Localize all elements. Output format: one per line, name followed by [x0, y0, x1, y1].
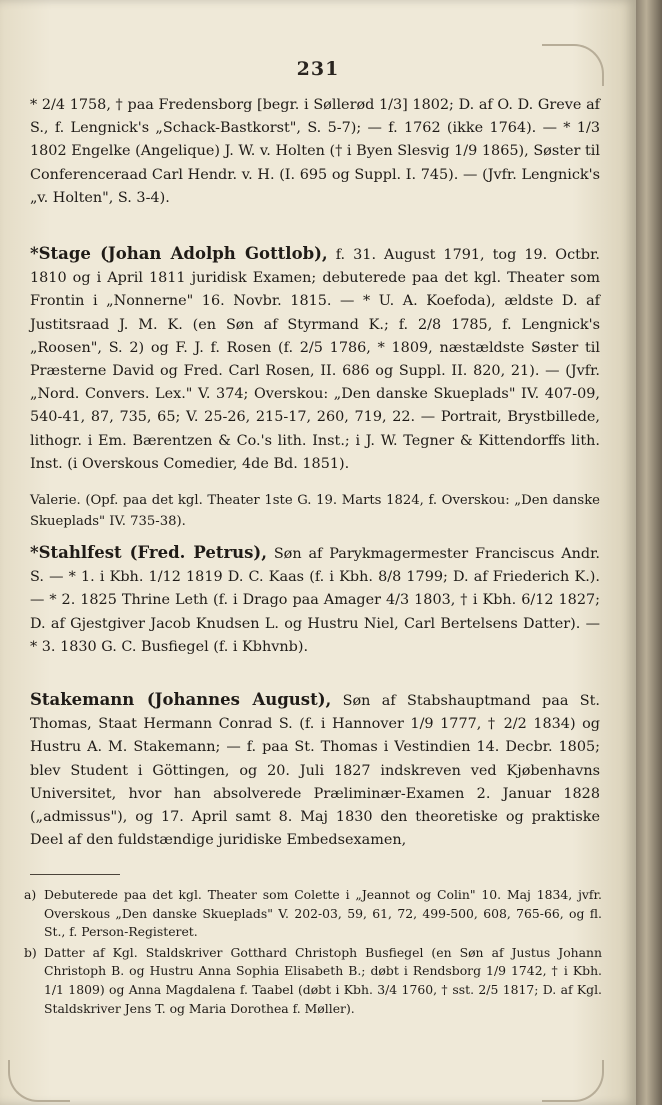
page-number: 231 — [296, 58, 340, 80]
corner-mark — [8, 1060, 70, 1102]
paragraph: * 2/4 1758, † paa Fredensborg [begr. i Søllerød 1/3] 1802; D. af O. D. Greve af S., f. Lengnick's „Schack-Bastkorst", S. 5-7); — f. 1762 (ikke 1764). — * 1/3 1802 Engelke (Angelique) J. W. v. Holten († i Byen Slesvig 1/9 1865), Søster til Conferenceraad Carl Hendr. v. H. (I. 695 og Suppl. I. 745). — (Jvfr. Lengnick's „v. Holten", S. 3-4). — [30, 97, 600, 206]
footnote-label: b) — [24, 944, 37, 960]
paragraph — [30, 688, 600, 852]
paragraph — [30, 541, 600, 659]
paragraph — [30, 242, 600, 476]
footnote-text: Debuterede paa det kgl. Theater som Colette i „Jeannot og Colin" 10. Maj 1834, jvfr. Overskous „Den danske Skueplads" V. 202-03, 59, 61, 72, 499-500, 608, 765-66, og fl. St., f. Person-Registeret. — [44, 887, 602, 940]
page-edge — [636, 0, 662, 1105]
footnote-divider — [30, 874, 120, 875]
footnote-label: a) — [24, 887, 37, 902]
entry-heading: *Stage (Johan Adolph Gottlob), — [30, 244, 328, 263]
footnotes — [24, 886, 602, 1020]
footnote — [24, 886, 602, 942]
entry-stakemann — [30, 688, 600, 852]
corner-mark — [542, 1060, 604, 1102]
footnote-text: Datter af Kgl. Staldskriver Gotthard Christoph Busfiegel (en Søn af Justus Johann Christoph B. og Hustru Anna Sophia Elisabeth B.; døbt i Rendsborg 1/9 1742, † i Kbh. 1/1 1809) og Anna Magdalena f. Taabel (døbt i Kbh. 3/4 1760, † sst. 2/5 1817; D. af Kgl. Staldskriver Jens T. og Maria Dorothea f. Møller). — [44, 944, 602, 1016]
paragraph: Valerie. (Opf. paa det kgl. Theater 1ste G. 19. Marts 1824, f. Overskou: „Den danske Skueplads" IV. 735-38). — [30, 493, 600, 529]
entry-continuation — [30, 94, 600, 210]
footnote — [24, 944, 602, 1018]
entry-stage — [30, 242, 600, 476]
entry-body: Søn af Stabshauptmand paa St. Thomas, Staat Hermann Conrad S. (f. i Hannover 1/9 1777, † 2/2 1834) og Hustru A. M. Stakemann; — f. paa St. Thomas i Vestindien 14. Decbr. 1805; blev Student i Göttingen, og 20. Juli 1827 indskreven ved Kjøbenhavns Universitet, hvor han absolverede Præliminær-Examen 2. Januar 1828 („admissus"), og 17. April samt 8. Maj 1830 den theoretiske og praktiske Deel af den fuldstændige juridiske Embedsexamen, — [30, 693, 601, 849]
entry-body: f. 31. August 1791, tog 19. Octbr. 1810 og i April 1811 juridisk Examen; debuterede paa det kgl. Theater som Frontin i „Nonnerne" 16. Novbr. 1815. — * U. A. Koefoda), ældste D. af Justitsraad J. M. K. (en Søn af Styrmand K.; f. 2/8 1785, f. Lengnick's „Roosen", S. 2) og F. J. f. Rosen (f. 2/5 1786, * 1809, næstældste Søster til Præsterne David og Fred. Carl Rosen, II. 686 og Suppl. II. 820, 21). — (Jvfr. „Nord. Convers. Lex." V. 374; Overskou: „Den danske Skueplads" IV. 407-09, 540-41, 87, 735, 65; V. 25-26, 215-17, 260, 719, 22. — Portrait, Brystbillede, lithogr. i Em. Bærentzen & Co.'s lith. Inst.; i J. W. Tegner & Kittendorffs lith. Inst. (i Overskous Comedier, 4de Bd. 1851). — [30, 247, 600, 472]
entry-body: Søn af Parykmagermester Franciscus Andr. S. — * 1. i Kbh. 1/12 1819 D. C. Kaas (f. i Kbh. 8/8 1799; D. af Friederich K.). — * 2. 1825 Thrine Leth (f. i Drago paa Amager 4/3 1803, † i Kbh. 6/12 1827; D. af Gjestgiver Jacob Knudsen L. og Hustru Niel, Carl Bertelsens Datter). — * 3. 1830 G. C. Busfiegel (f. i Kbhvnb). — [30, 546, 601, 655]
entry-stahlfest — [30, 541, 600, 659]
entry-heading: *Stahlfest (Fred. Petrus), — [30, 543, 267, 562]
entry-heading: Stakemann (Johannes August), — [30, 690, 332, 709]
entry-works — [30, 490, 600, 532]
